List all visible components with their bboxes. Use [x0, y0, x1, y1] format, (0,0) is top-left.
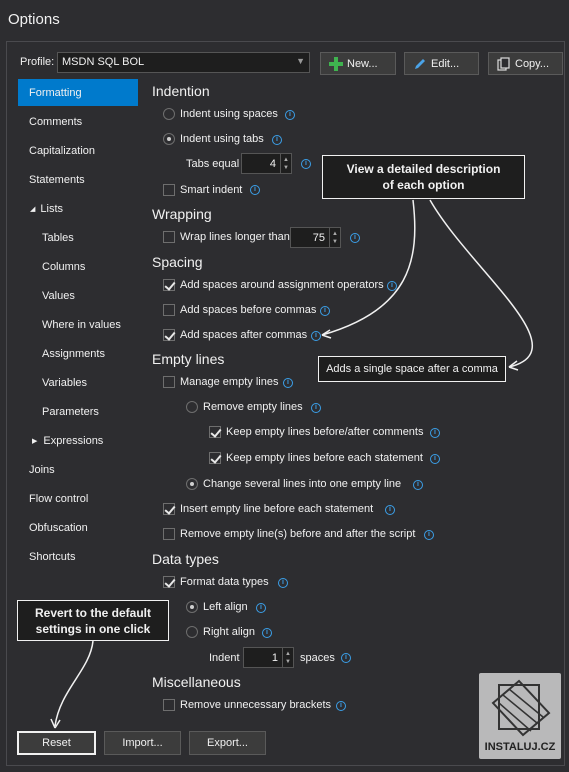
option-label: Remove empty line(s) before and after the script [180, 528, 416, 540]
info-icon[interactable]: i [350, 233, 360, 243]
info-icon[interactable]: i [250, 185, 260, 195]
sidebar-item-label: Flow control [29, 492, 89, 505]
info-icon[interactable]: i [272, 135, 282, 145]
sidebar-item-label: Columns [42, 260, 86, 273]
option-label: Manage empty lines [180, 376, 279, 388]
section-data-types: Data types [152, 551, 219, 567]
sidebar-item-label: Capitalization [29, 144, 96, 157]
indent-value: 1 [271, 651, 278, 664]
import-button[interactable]: Import... [104, 731, 181, 755]
sidebar-item-label: Where in values [42, 318, 121, 331]
spaces-label: spaces [300, 652, 335, 664]
reset-button[interactable]: Reset [17, 731, 96, 755]
section-spacing: Spacing [152, 254, 203, 270]
copy-button-label: Copy... [515, 57, 550, 70]
info-icon[interactable]: i [413, 480, 423, 490]
option-label: Add spaces around assignment operators [180, 279, 384, 291]
option-label: Add spaces after commas [180, 329, 308, 341]
option-label: Format data types [180, 576, 269, 588]
info-icon[interactable]: i [311, 403, 321, 413]
callout-line: settings in one click [35, 621, 151, 636]
info-icon[interactable]: i [256, 603, 266, 613]
section-wrapping: Wrapping [152, 206, 212, 222]
info-icon[interactable]: i [387, 281, 397, 291]
sidebar-item-label: Shortcuts [29, 550, 76, 563]
info-icon[interactable]: i [301, 159, 311, 169]
sidebar-item-label: Lists [40, 202, 64, 215]
tooltip-comma: Adds a single space after a comma [318, 356, 506, 382]
indent-label: Indent [209, 652, 240, 664]
info-icon[interactable]: i [336, 701, 346, 711]
option-label: Indent using tabs [180, 133, 264, 145]
sidebar-item-label: Formatting [29, 86, 82, 99]
sidebar-item-label: Statements [29, 173, 85, 186]
chevron-down-icon: ▼ [296, 56, 305, 66]
section-indention: Indention [152, 83, 210, 99]
window-title: Options [8, 11, 60, 28]
sidebar-item-label: Comments [29, 115, 83, 128]
sidebar-item-label: Parameters [42, 405, 99, 418]
edit-button-label: Edit... [431, 57, 460, 70]
option-label: Add spaces before commas [180, 304, 317, 316]
callout-line: of each option [382, 178, 465, 192]
option-label: Smart indent [180, 184, 243, 196]
sidebar-item-label: Values [42, 289, 75, 302]
section-empty-lines: Empty lines [152, 351, 225, 367]
info-icon[interactable]: i [385, 505, 395, 515]
watermark-logo-icon [479, 673, 561, 741]
option-label: Remove empty lines [203, 401, 303, 413]
new-button-label: New... [347, 57, 378, 70]
option-label: Indent using spaces [180, 108, 278, 120]
sidebar-item-label: Assignments [42, 347, 105, 360]
export-button[interactable]: Export... [189, 731, 266, 755]
info-icon[interactable]: i [278, 578, 288, 588]
option-label: Right align [203, 626, 255, 638]
arrow-to-tooltip [430, 200, 532, 367]
info-icon[interactable]: i [283, 378, 293, 388]
stepper-arrows-icon[interactable]: ▲ ▼ [329, 228, 340, 247]
wrap-length-value: 75 [312, 231, 325, 244]
info-icon[interactable]: i [311, 331, 321, 341]
option-label: Remove unnecessary brackets [180, 699, 332, 711]
tabs-equal-value: 4 [269, 157, 276, 170]
section-miscellaneous: Miscellaneous [152, 674, 241, 690]
info-icon[interactable]: i [424, 530, 434, 540]
option-label: Wrap lines longer than [180, 231, 290, 243]
collapsed-triangle-icon[interactable]: ▶ [32, 437, 38, 445]
info-icon[interactable]: i [320, 306, 330, 316]
arrow-to-reset [55, 641, 93, 726]
option-label: Left align [203, 601, 248, 613]
arrow-to-info-icon [322, 200, 415, 335]
sidebar-item-label: Joins [29, 463, 55, 476]
tabs-equal-label: Tabs equal [186, 158, 240, 170]
option-label: Insert empty line before each statement [180, 503, 374, 515]
info-icon[interactable]: i [430, 454, 440, 464]
option-label: Keep empty lines before each statement [226, 452, 423, 464]
stepper-arrows-icon[interactable]: ▲ ▼ [282, 648, 293, 667]
option-label: Keep empty lines before/after comments [226, 426, 424, 438]
option-label: Change several lines into one empty line [203, 478, 402, 490]
callout-description [322, 155, 525, 199]
profile-value: MSDN SQL BOL [62, 56, 145, 68]
sidebar-item-label: Variables [42, 376, 88, 389]
callout-revert [17, 600, 169, 641]
sidebar-item-label: Expressions [43, 434, 104, 447]
watermark-text: INSTALUJ.CZ [484, 741, 556, 753]
profile-label: Profile: [20, 56, 55, 68]
callout-line: Revert to the default [34, 605, 151, 620]
expanded-triangle-icon[interactable]: ◢ [30, 205, 36, 213]
info-icon[interactable]: i [430, 428, 440, 438]
info-icon[interactable]: i [285, 110, 295, 120]
sidebar-item-label: Obfuscation [29, 521, 88, 534]
info-icon[interactable]: i [341, 653, 351, 663]
sidebar-item-label: Tables [42, 231, 74, 244]
callout-line: View a detailed description [346, 162, 501, 176]
info-icon[interactable]: i [262, 628, 272, 638]
stepper-arrows-icon[interactable]: ▲ ▼ [280, 154, 291, 173]
